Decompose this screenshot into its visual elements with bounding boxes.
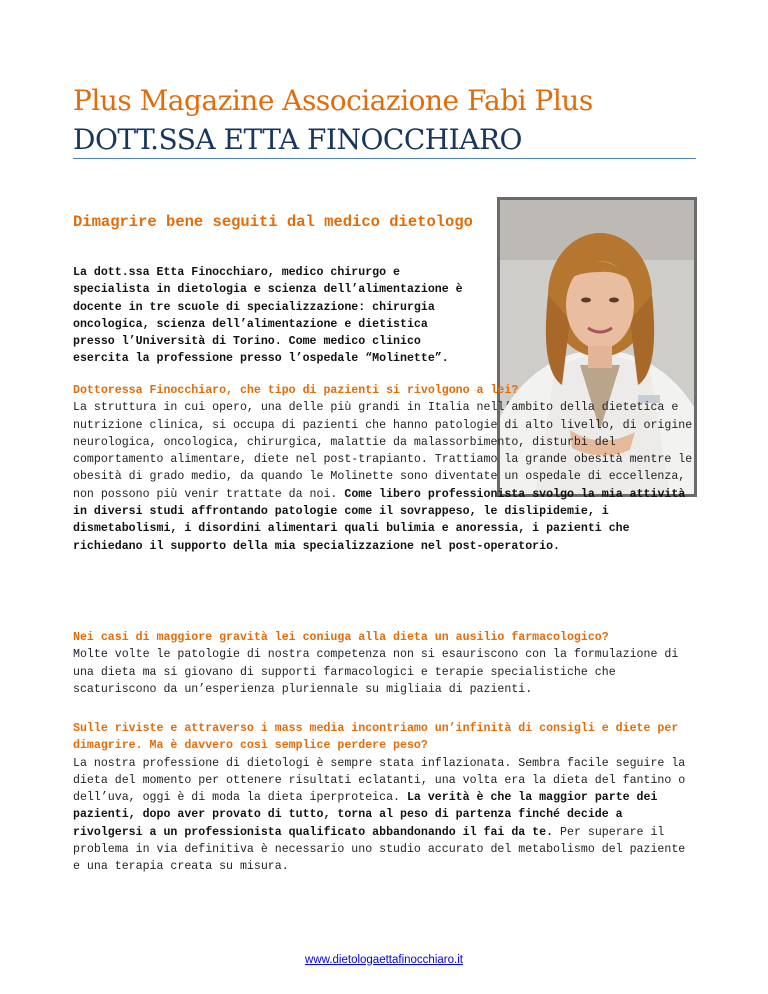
magazine-title: Plus Magazine Associazione Fabi Plus — [73, 84, 593, 117]
answer-1-bold: Come libero professionista svolgo la mia attività in diversi studi affrontando patologie come il sovrappeso, le dislipidemie, i dismetabolismi, i disordini alimentari quali bulimia e anoressia, i pazienti che richiedano il supporto della mia specializzazione nel post-operatorio. — [73, 487, 686, 553]
doctor-name-heading: DOTT.SSA ETTA FINOCCHIARO — [73, 123, 522, 156]
answer-3-part2: Per superare il problema in via definitiva è necessario uno studio accurato del metabolismo del paziente e una terapia creata su misura. — [73, 825, 686, 874]
question-3: Sulle riviste e attraverso i mass media incontriamo un’infinità di consigli e diete per dimagrire. Ma è davvero così semplice perdere peso? — [73, 722, 679, 753]
question-2: Nei casi di maggiore gravità lei coniuga alla dieta un ausilio farmacologico? — [73, 631, 609, 644]
question-3-block — [73, 720, 695, 876]
answer-2: Molte volte le patologie di nostra competenza non si esauriscono con la formulazione di una dieta ma si giovano di supporti farmacologici e terapie specialistiche che scaturiscono da un’esperienza pluriennale su migliaia di pazienti. — [73, 648, 679, 696]
question-1-block — [73, 382, 695, 555]
title-divider — [73, 158, 696, 159]
question-2-block — [73, 629, 695, 698]
answer-3-part1: La nostra professione di dietologi è sempre stata inflazionata. Sembra facile seguire la dieta del momento per ottenere risultati eclatanti, una volta era la dieta del fantino o dell’uva, oggi è di moda la dieta iperproteica. — [73, 756, 686, 805]
website-link[interactable]: www.dietologaettafinocchiaro.it — [305, 954, 463, 966]
article-subtitle: Dimagrire bene seguiti dal medico dietologo — [73, 213, 473, 231]
answer-3-bold: La verità è che la maggior parte dei pazienti, dopo aver provato di tutto, torna al peso di partenza finché decide a rivolgersi a un professionista qualificato abbandonando il fai da te. — [73, 791, 658, 839]
question-1: Dottoressa Finocchiaro, che tipo di pazienti si rivolgono a lei? — [73, 384, 519, 397]
intro-paragraph: La dott.ssa Etta Finocchiaro, medico chirurgo e specialista in dietologia e scienza dell’alimentazione è docente in tre scuole di specializzazione: chirurgia oncologica, scienza dell’alimentazione e dietistica presso l’Università di Torino. Come medico clinico esercita la professione presso l’ospedale “Molinette”. — [73, 266, 463, 366]
answer-1: La struttura in cui opero, una delle più grandi in Italia nell’ambito della dietetica e nutrizione clinica, si occupa di pazienti che hanno patologie di alto livello, di origine neurologica, oncologica, chirurgica, malattie da malassorbimento, disturbi del comportamento alimentare, diete nel post-trapianto. Trattiamo la grande obesità mentre le obesità di grado medio, da quando le Molinette sono diventate un ospedale di eccellenza, non possono più venir trattate da noi. — [73, 401, 693, 501]
